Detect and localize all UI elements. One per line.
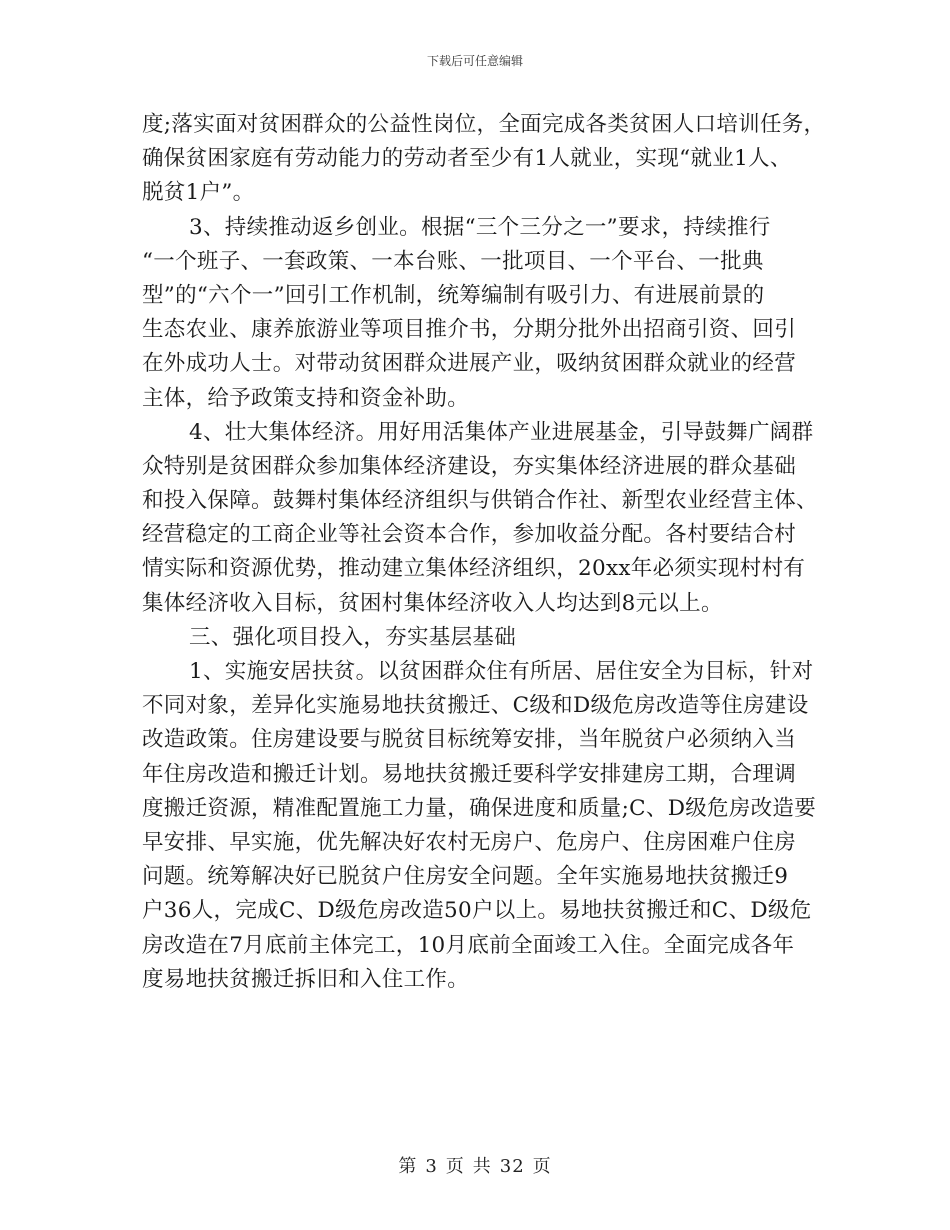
section-heading: 三、强化项目投入，夯实基层基础 xyxy=(189,624,517,650)
text-line: 主体，给予政策支持和资金补助。 xyxy=(142,385,470,411)
footer-total-unit: 页 xyxy=(532,1156,552,1177)
footer-page-unit: 页 xyxy=(445,1156,465,1177)
text-line: 众特别是贫困群众参加集体经济建设，夯实集体经济进展的群众基础 xyxy=(142,453,797,479)
text-line: 确保贫困家庭有劳动能力的劳动者至少有1人就业，实现“就业1人、 xyxy=(142,146,792,172)
text-line: 情实际和资源优势，推动建立集体经济组织，20xx年必须实现村村有 xyxy=(142,556,806,582)
total-pages: 32 xyxy=(499,1156,525,1177)
text-line: “一个班子、一套政策、一本台账、一批项目、一个平台、一批典 xyxy=(142,248,764,274)
text-line: 度易地扶贫搬迁拆旧和入住工作。 xyxy=(142,966,470,992)
page-number: 3 xyxy=(425,1156,438,1177)
text-line: 生态农业、康养旅游业等项目推介书，分期分批外出招商引资、回引 xyxy=(142,317,797,343)
text-line: 问题。统筹解决好已脱贫户住房安全问题。全年实施易地扶贫搬迁9 xyxy=(142,864,789,890)
text-line: 度;落实面对贫困群众的公益性岗位，全面完成各类贫困人口培训任务， xyxy=(142,112,826,137)
footer-total-prefix: 共 xyxy=(472,1156,492,1177)
paragraph-start-line: 1、实施安居扶贫。以贫困群众住有所居、居住安全为目标，针对 xyxy=(189,659,814,684)
paragraph-start-line: 3、持续推动返乡创业。根据“三个三分之一”要求，持续推行 xyxy=(189,214,771,240)
text-line: 型”的“六个一”回引工作机制，统筹编制有吸引力、有进展前景的 xyxy=(142,282,765,308)
text-line: 度搬迁资源，精准配置施工力量，确保进度和质量;C、D级危房改造要 xyxy=(142,795,817,821)
text-line: 早安排、早实施，优先解决好农村无房户、危房户、住房困难户住房 xyxy=(142,829,797,855)
paragraph-start-line: 4、壮大集体经济。用好用活集体产业进展基金，引导鼓舞广阔群 xyxy=(189,419,814,445)
text-line: 脱贫1户”。 xyxy=(142,180,255,206)
text-line: 经营稳定的工商企业等社会资本合作，参加收益分配。各村要结合村 xyxy=(142,522,797,548)
footer-prefix: 第 xyxy=(398,1156,418,1177)
text-line: 房改造在7月底前主体完工，10月底前全面竣工入住。全面完成各年 xyxy=(142,932,795,958)
page-footer xyxy=(0,1152,950,1178)
text-line: 年住房改造和搬迁计划。易地扶贫搬迁要科学安排建房工期，合理调 xyxy=(142,761,797,787)
text-line: 集体经济收入目标，贫困村集体经济收入人均达到8元以上。 xyxy=(142,590,723,616)
text-line: 和投入保障。鼓舞村集体经济组织与供销合作社、新型农业经营主体、 xyxy=(142,488,818,514)
text-line: 改造政策。住房建设要与脱贫目标统筹安排，当年脱贫户必须纳入当 xyxy=(142,727,797,753)
text-line: 不同对象，差异化实施易地扶贫搬迁、C级和D级危房改造等住房建设 xyxy=(142,693,809,719)
body-text xyxy=(142,108,826,997)
page-header: 下载后可任意编辑 xyxy=(426,54,523,68)
text-line: 户36人，完成C、D级危房改造50户以上。易地扶贫搬迁和C、D级危 xyxy=(142,898,812,924)
text-line: 在外成功人士。对带动贫困群众进展产业，吸纳贫困群众就业的经营 xyxy=(142,351,797,377)
